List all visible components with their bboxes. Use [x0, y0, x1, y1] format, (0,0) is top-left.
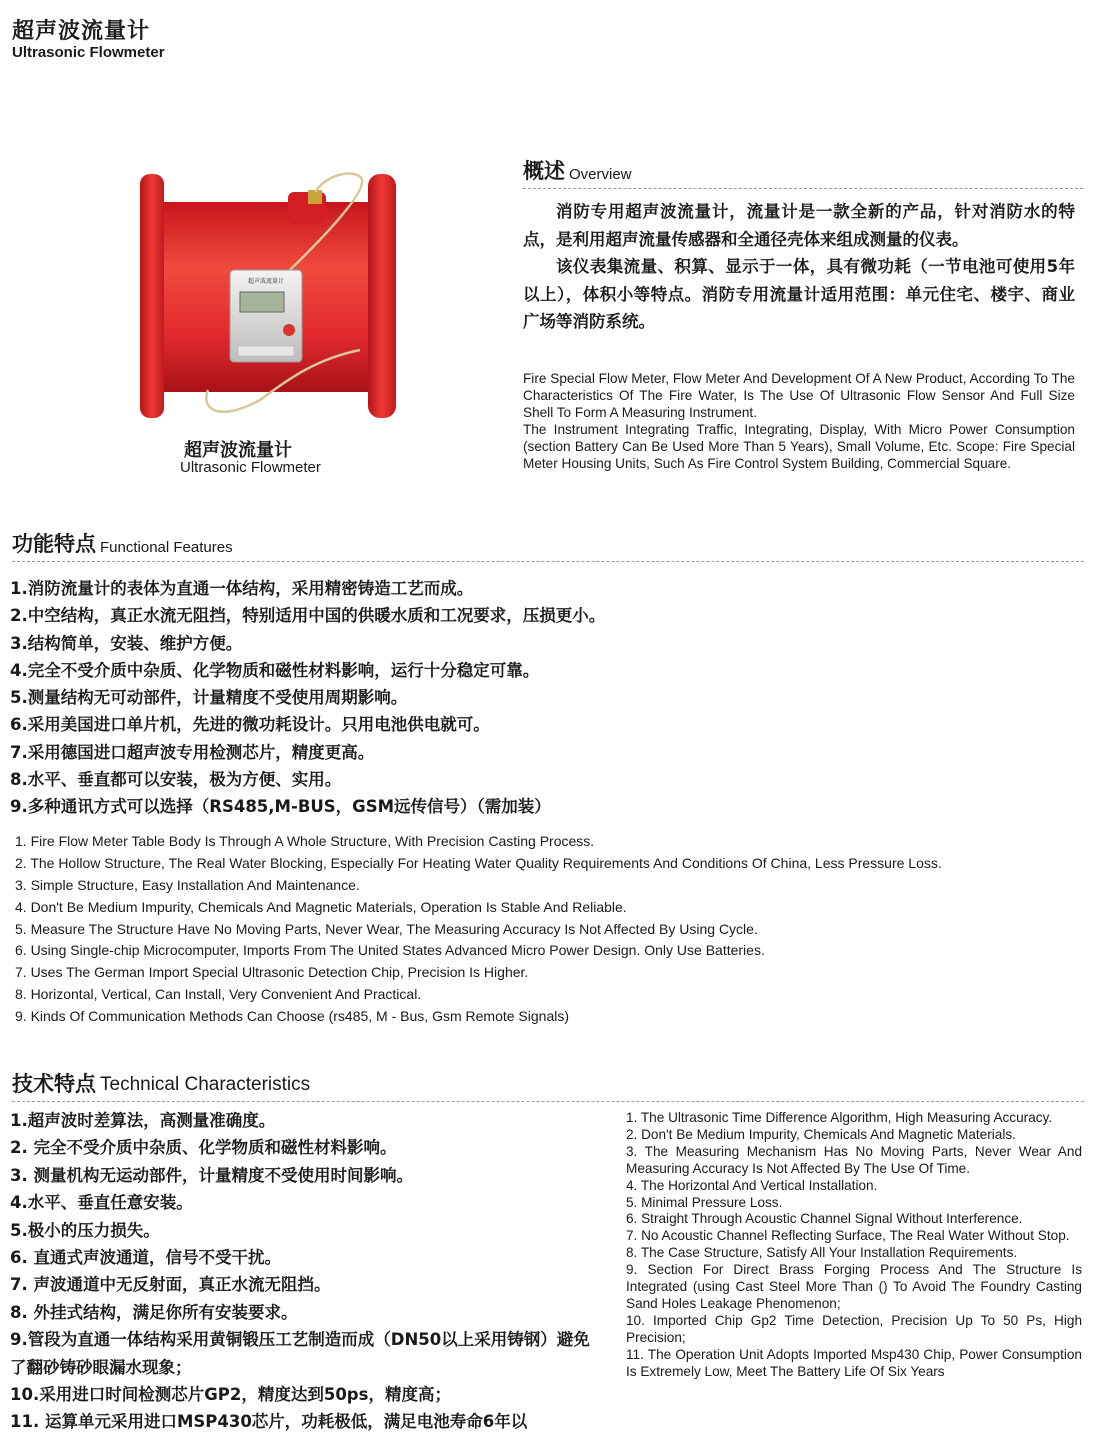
list-item: 2. Don't Be Medium Impurity, Chemicals And Magnetic Materials.	[626, 1126, 1016, 1142]
list-item: 9.管段为直通一体结构采用黄铜锻压工艺制造而成（DN50以上采用铸钢）避免了翻砂铸砂眼漏水现象；	[10, 1330, 590, 1377]
list-item: 6. Using Single-chip Microcomputer, Imports From The United States Advanced Micro Power Design. Only Use Batteries.	[15, 942, 765, 959]
product-image	[130, 160, 420, 430]
list-item: 10.采用进口时间检测芯片GP2，精度达到50ps，精度高；	[10, 1385, 451, 1405]
list-item: 4. The Horizontal And Vertical Installation.	[626, 1177, 878, 1193]
list-item: 4.水平、垂直任意安装。	[10, 1193, 193, 1213]
functional-features-list-cn	[10, 575, 1090, 821]
list-item: 1.消防流量计的表体为直通一体结构，采用精密铸造工艺而成。	[10, 579, 474, 598]
list-item: 9.多种通讯方式可以选择（RS485,M-BUS，GSM远传信号）（需加装）	[10, 797, 551, 817]
page-title-en: Ultrasonic Flowmeter	[12, 44, 165, 61]
list-item: 8. Horizontal, Vertical, Can Install, Very Convenient And Practical.	[15, 986, 422, 1003]
list-item: 3. Simple Structure, Easy Installation And Maintenance.	[15, 876, 360, 893]
overview-paragraph-en: Fire Special Flow Meter, Flow Meter And Development Of A New Product, According To The Characteristics Of The Fire Water, Is The Use Of Ultrasonic Flow Sensor And Full Size Shell To Form A Measuring Instrument.	[523, 371, 1075, 420]
list-item: 8.水平、垂直都可以安装，极为方便、实用。	[10, 770, 342, 790]
list-item: 8. 外挂式结构，满足你所有安装要求。	[10, 1302, 298, 1322]
list-item: 9. Kinds Of Communication Methods Can Choose (rs485, M - Bus, Gsm Remote Signals)	[15, 1008, 569, 1025]
meter-button	[283, 324, 295, 336]
overview-heading-en: Overview	[569, 166, 632, 183]
list-item: 2. 完全不受介质中杂质、化学物质和磁性材料影响。	[10, 1138, 397, 1158]
list-item: 6.采用美国进口单片机，先进的微功耗设计。只用电池供电就可。	[10, 715, 490, 735]
list-item: 11. 运算单元采用进口MSP430芯片，功耗极低，满足电池寿命6年以	[10, 1412, 528, 1432]
flowmeter-illustration	[130, 160, 420, 430]
overview-text-cn	[523, 198, 1075, 336]
functional-features-heading-cn: 功能特点	[12, 532, 96, 556]
list-item: 6. Straight Through Acoustic Channel Signal Without Interference.	[626, 1211, 1023, 1227]
technical-list-cn	[10, 1107, 595, 1436]
list-item: 8. The Case Structure, Satisfy All Your Installation Requirements.	[626, 1245, 1018, 1261]
list-item: 4.完全不受介质中杂质、化学物质和磁性材料影响，运行十分稳定可靠。	[10, 660, 540, 680]
list-item: 5. Minimal Pressure Loss.	[626, 1194, 783, 1210]
list-item: 1.超声波时差算法，高测量准确度。	[10, 1111, 276, 1130]
functional-features-list-en	[15, 831, 1095, 1028]
list-item: 3. 测量机构无运动部件，计量精度不受使用时间影响。	[10, 1165, 413, 1185]
list-item: 7. 声波通道中无反射面，真正水流无阻挡。	[10, 1275, 331, 1295]
list-item: 5.极小的压力损失。	[10, 1220, 160, 1240]
list-item: 7.采用德国进口超声波专用检测芯片，精度更高。	[10, 742, 375, 762]
list-item: 7. Uses The German Import Special Ultrasonic Detection Chip, Precision Is Higher.	[15, 964, 529, 981]
list-item: 5. Measure The Structure Have No Moving Parts, Never Wear, The Measuring Accuracy Is Not Affected By Using Cycle.	[15, 920, 758, 937]
technical-heading-en: Technical Characteristics	[100, 1074, 311, 1095]
lcd-screen	[240, 292, 284, 312]
list-item: 1. Fire Flow Meter Table Body Is Through A Whole Structure, With Precision Casting Process.	[15, 833, 595, 849]
page-title-cn: 超声波流量计	[12, 19, 151, 44]
overview-heading	[523, 155, 1083, 189]
list-item: 11. The Operation Unit Adopts Imported Msp430 Chip, Power Consumption Is Extremely Low, Meet The Battery Life Of Six Years	[626, 1346, 1082, 1379]
left-flange	[140, 174, 164, 418]
list-item: 1. The Ultrasonic Time Difference Algorithm, High Measuring Accuracy.	[626, 1110, 1053, 1125]
technical-list-en	[626, 1110, 1082, 1381]
list-item: 5.测量结构无可动部件，计量精度不受使用周期影响。	[10, 688, 408, 708]
list-item: 6. 直通式声波通道，信号不受干扰。	[10, 1248, 281, 1268]
technical-heading-cn: 技术特点	[12, 1072, 96, 1096]
list-item: 10. Imported Chip Gp2 Time Detection, Precision Up To 50 Ps, High Precision;	[626, 1312, 1082, 1345]
overview-heading-cn: 概述	[523, 159, 565, 183]
list-item: 9. Section For Direct Brass Forging Process And The Structure Is Integrated (using Cast Steel More Than () To Avoid The Foundry Casting Sand Holes Leakage Phenomenon;	[626, 1262, 1082, 1311]
list-item: 3. The Measuring Mechanism Has No Moving Parts, Never Wear And Measuring Accuracy Is Not Affected By The Use Of Time.	[626, 1143, 1082, 1176]
overview-text-en	[523, 370, 1075, 472]
meter-label: 超声波流量计	[247, 278, 285, 285]
product-caption-en: Ultrasonic Flowmeter	[180, 459, 321, 476]
functional-features-heading	[12, 528, 1084, 562]
overview-paragraph-cn: 消防专用超声波流量计，流量计是一款全新的产品，针对消防水的特点，是利用超声流量传感器和全通径壳体来组成测量的仪表。	[523, 202, 1075, 249]
list-item: 7. No Acoustic Channel Reflecting Surface, The Real Water Without Stop.	[626, 1228, 1070, 1244]
overview-paragraph-cn: 该仪表集流量、积算、显示于一体，具有微功耗（一节电池可使用5年以上），体积小等特点。消防专用流量计适用范围：单元住宅、楼宇、商业广场等消防系统。	[523, 257, 1075, 331]
list-item: 4. Don't Be Medium Impurity, Chemicals And Magnetic Materials, Operation Is Stable And Reliable.	[15, 898, 627, 915]
functional-features-heading-en: Functional Features	[100, 539, 233, 556]
overview-paragraph-en: The Instrument Integrating Traffic, Integrating, Display, With Micro Power Consumption (section Battery Can Be Used More Than 5 Years), Small Volume, Etc. Scope: Fire Special Meter Housing Units, Such As Fire Control System Building, Commercial Square.	[523, 422, 1075, 471]
product-caption-cn: 超声波流量计	[184, 440, 292, 461]
right-flange	[368, 174, 396, 418]
list-item: 2. The Hollow Structure, The Real Water Blocking, Especially For Heating Water Quality Requirements And Conditions Of China, Less Pressure Loss.	[15, 854, 942, 871]
list-item: 2.中空结构，真正水流无阻挡，特别适用中国的供暖水质和工况要求，压损更小。	[10, 606, 606, 626]
list-item: 3.结构简单，安装、维护方便。	[10, 633, 243, 653]
technical-heading	[12, 1068, 1084, 1102]
